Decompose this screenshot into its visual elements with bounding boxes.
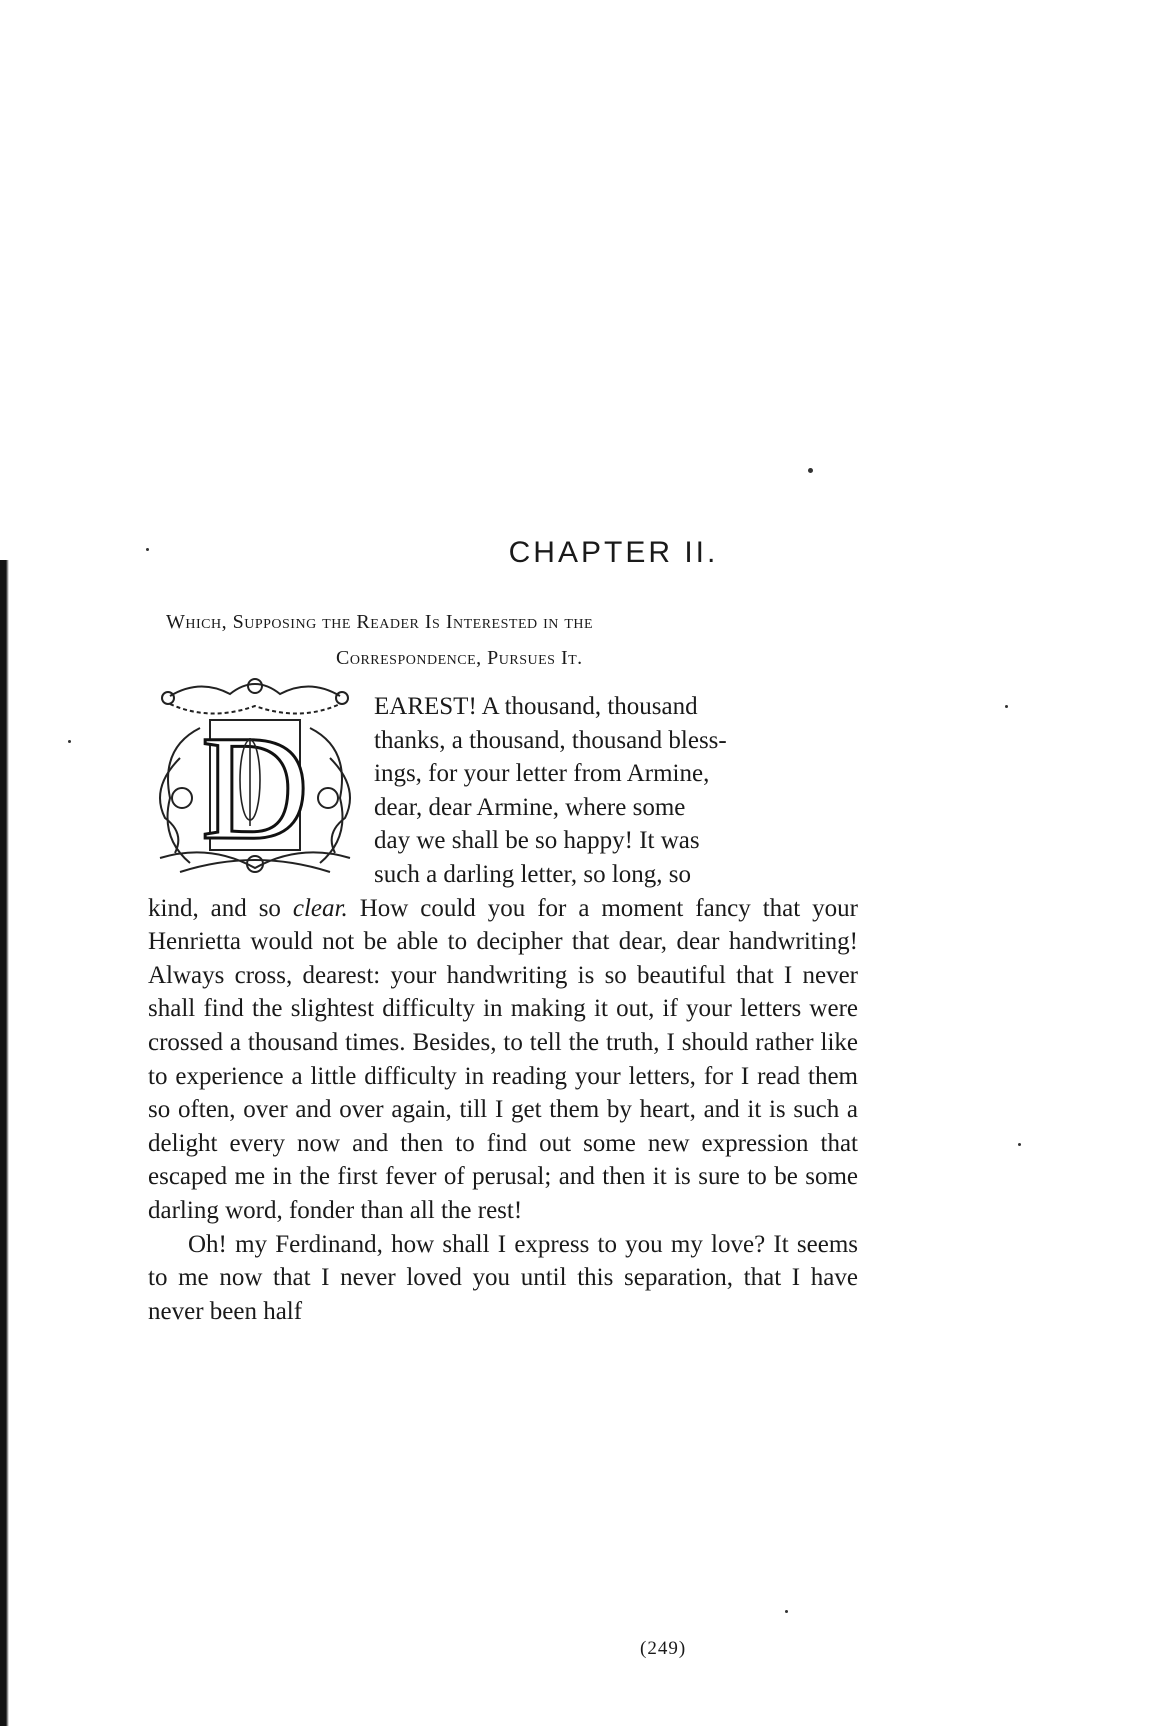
text-line: EAREST! A thousand, thousand bbox=[374, 693, 698, 720]
text-line: ings, for your letter from Armine, bbox=[374, 760, 710, 788]
paragraph-1-text-rest: How could you for a moment fancy that your Henrietta would not be able to decipher that dear, dear handwriting! Always cross, dearest: your handwriting is so beautiful that I never shall find the slightest difficulty in making it out, if your letters were crossed a thousand times. Besides, to tell the truth, I should rather like to experience a little difficulty in reading your letters, for I read them so often, over and over again, till I get them by heart, and it is such a delight every now and then to find out some new expression that escaped me in the first fever of perusal; and then it is sure to be some darling word, fonder than all the rest! bbox=[148, 894, 858, 1224]
print-speck bbox=[1018, 1143, 1021, 1146]
page-edge-shadow bbox=[0, 560, 9, 1726]
subtitle-line-2: Correspondence, Pursues It. bbox=[336, 647, 583, 669]
print-speck bbox=[785, 1610, 788, 1613]
paragraph-1 bbox=[148, 690, 858, 1228]
emphasis-clear: clear. bbox=[292, 894, 348, 922]
paragraph-2: Oh! my Ferdinand, how shall I express to you my love? It seems to me now that I never loved you until this separation, that I have never been half bbox=[148, 1230, 858, 1325]
print-speck bbox=[1005, 705, 1008, 708]
subtitle-line-1: Which, Supposing the Reader Is Interested in the bbox=[166, 611, 594, 633]
print-speck bbox=[68, 740, 71, 743]
drop-cap-letter: D bbox=[200, 705, 310, 871]
chapter-body bbox=[148, 690, 858, 1328]
text-line: thanks, a thousand, thousand bless- bbox=[374, 726, 727, 754]
text-line: dear, dear Armine, where some bbox=[374, 793, 686, 821]
text-line: day we shall be so happy! It was bbox=[374, 827, 700, 855]
text-line: such a darling letter, so long, so bbox=[374, 860, 691, 888]
paragraph-1-text: kind, and so bbox=[148, 894, 293, 922]
chapter-subtitle bbox=[150, 604, 850, 676]
print-speck bbox=[808, 468, 813, 473]
page-number: (249) bbox=[640, 1638, 687, 1659]
chapter-heading: CHAPTER II. bbox=[508, 536, 719, 569]
